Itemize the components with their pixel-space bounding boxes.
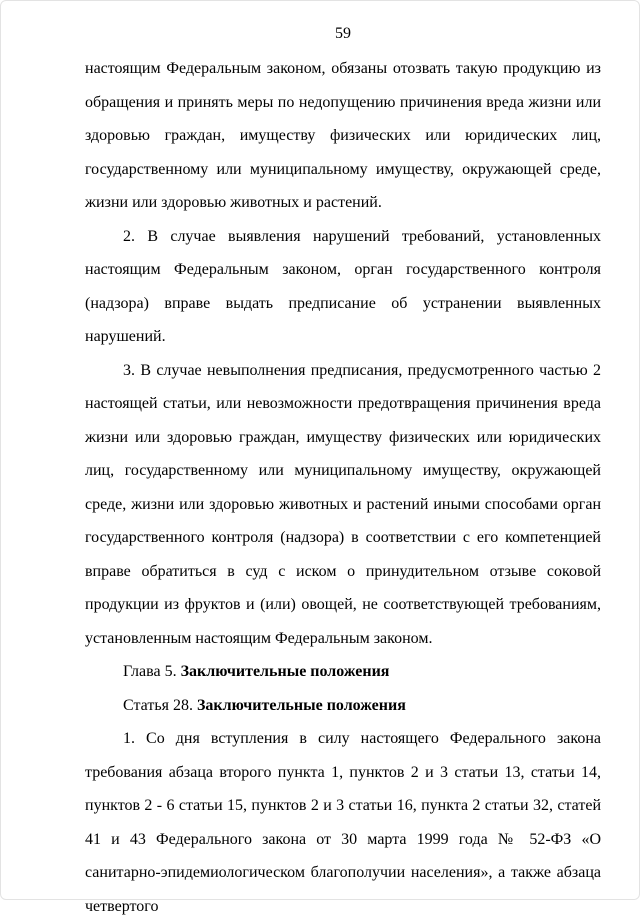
body-paragraph: 2. В случае выявления нарушений требований, установленных настоящим Федеральным законом, орган государственного контроля (надзора) вправе выдать предписание об устранении выявленных нарушений. <box>85 227 601 345</box>
body-paragraph: 1. Со дня вступления в силу настоящего Федерального закона требования абзаца второго пункта 1, пунктов 2 и 3 статьи 13, статьи 14, пунктов 2 - 6 статьи 15, пунктов 2 и 3 статьи 16, пункта 2 статьи 32, статей 41 и 43 Федерального закона от 30 марта 1999 года № 52-ФЗ «О санитарно-эпидемиологическом благополучии населения», а также абзаца четвертого <box>85 730 601 915</box>
section-heading <box>85 689 601 723</box>
heading-prefix: Статья 28. <box>123 696 197 714</box>
heading-prefix: Глава 5. <box>123 663 181 680</box>
body-paragraph: 3. В случае невыполнения предписания, предусмотренного частью 2 настоящей статьи, или невозможности предотвращения причинения вреда жизни или здоровью граждан, имуществу физических или юридических лиц, государственному или муниципальному имуществу, окружающей среде, жизни или здоровью животных и растений иными способами орган государственного контроля (надзора) в соответствии с его компетенцией вправе обратиться в суд с иском о принудительном отзыве соковой продукции из фруктов и (или) овощей, не соответствующей требованиям, установленным настоящим Федеральным законом. <box>85 361 601 647</box>
heading-title: Заключительные положения <box>180 663 390 680</box>
section-heading <box>85 655 601 689</box>
page-number: 59 <box>335 25 351 42</box>
document-content <box>85 52 601 923</box>
body-paragraph: настоящим Федеральным законом, обязаны отозвать такую продукцию из обращения и принять меры по недопущению причинения вреда жизни или здоровью граждан, имуществу физических или юридических лиц, государственному или муниципальному имуществу, окружающей среде, жизни или здоровью животных и растений. <box>85 60 601 211</box>
heading-title: Заключительные положения <box>196 696 406 714</box>
